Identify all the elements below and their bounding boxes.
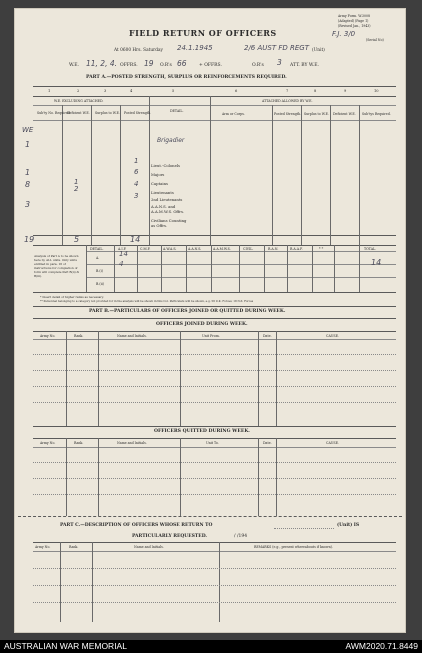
analysis-header-ran: R.A.N. bbox=[268, 247, 279, 251]
at-hours-label: At 0600 Hrs. Saturday bbox=[114, 48, 163, 53]
col-number-3: 3 bbox=[104, 89, 107, 93]
footnote-2: ** Personnel belonging to a category not provided for in the analysis will be shown in this Col. Particulars will be shown, e.g. 56 U.K. Forces; 18 N.Z. Forces bbox=[40, 299, 254, 303]
quitted-header-unit-to: Unit To. bbox=[206, 441, 219, 445]
footnote-1: * Insert detail of higher ranks as necessary. bbox=[40, 295, 104, 299]
handwritten-att: 3 bbox=[277, 58, 282, 67]
hand-col1-row4: 3 bbox=[25, 200, 31, 209]
col-number-4: 4 bbox=[130, 89, 133, 93]
header-posted-strength: Posted Strength. bbox=[124, 111, 152, 115]
form-title: FIELD RETURN OF OFFICERS bbox=[129, 28, 277, 38]
rank-civilians: Civilians Counting bbox=[151, 218, 187, 223]
rank-2nd-lieutenants: 2nd Lieutenants bbox=[151, 197, 183, 202]
handwritten-offrs: 19 bbox=[144, 59, 154, 68]
analysis-header-aamws: A.A.M.W.S. bbox=[213, 247, 231, 251]
rank-majors: Majors bbox=[151, 172, 165, 177]
joined-header-cause: CAUSE. bbox=[326, 334, 339, 338]
rank-captains: Captains bbox=[151, 181, 168, 186]
header-subty-required-r: Sub'tys Required. bbox=[362, 112, 391, 116]
analysis-header-cmf: C.M.F. bbox=[140, 247, 151, 251]
attached-header: ATTACHED ALLOWED BY W.E. bbox=[262, 99, 313, 103]
analysis-header-other: * * bbox=[319, 247, 324, 251]
handwritten-serial: F.J. 3/0 bbox=[332, 30, 356, 38]
total-col2: 5 bbox=[74, 235, 80, 244]
analysis-hand-total: 14 bbox=[371, 258, 382, 267]
header-deficient: Deficient W.E. bbox=[67, 111, 90, 115]
joined-header-army-no: Army No. bbox=[40, 334, 56, 338]
analysis-hand-aif-b: 4 bbox=[119, 260, 124, 268]
hand-col2-row2: 2 bbox=[74, 185, 79, 193]
footer-accession: AWM2020.71.8449 bbox=[345, 641, 418, 651]
total-col1: 19 bbox=[24, 235, 35, 244]
joined-header-date: Date. bbox=[263, 334, 272, 338]
quitted-title: OFFICERS QUITTED DURING WEEK. bbox=[154, 429, 250, 434]
rank-aans: A.A.N.S. and bbox=[151, 204, 176, 209]
part-c-header-rank: Rank. bbox=[69, 545, 79, 549]
part-c-header-name: Name and Initials. bbox=[134, 545, 164, 549]
form-number: Army Form. W.3008 bbox=[338, 14, 371, 18]
hand-col2-row1: 1 bbox=[74, 178, 79, 186]
part-b-title: PART B.—PARTICULARS OF OFFICERS JOINED OR QUITTED DURING WEEK. bbox=[89, 309, 286, 314]
rank-brigadier: Brigadier bbox=[157, 137, 185, 144]
part-c-header-army-no: Army No. bbox=[35, 545, 51, 549]
joined-header-rank: Rank. bbox=[74, 334, 84, 338]
part-c-requested: PARTICULARLY REQUESTED. bbox=[132, 534, 207, 539]
handwritten-ors: 66 bbox=[177, 59, 187, 68]
serial-label: (Serial No) bbox=[366, 38, 384, 42]
part-c-date-blank: / /194 bbox=[234, 534, 248, 539]
col-number-2: 2 bbox=[77, 89, 80, 93]
form-sheet bbox=[14, 8, 406, 633]
quitted-header-date: Date. bbox=[263, 441, 272, 445]
analysis-header-aif: A.I.F. bbox=[118, 247, 127, 251]
form-revised: (Revised Jan., 1943) bbox=[338, 24, 371, 28]
col-number-7: 7 bbox=[286, 89, 289, 93]
rank-civilians-2: as Offrs. bbox=[151, 223, 168, 228]
hand-col1-row1: 1 bbox=[25, 140, 31, 149]
form-adapted: (Adapted) (Page 1) bbox=[338, 19, 369, 23]
header-detail: DETAIL. bbox=[170, 109, 184, 113]
header-subty-required: Sub'ty No. Required. bbox=[37, 111, 71, 115]
analysis-row-a: A. bbox=[96, 256, 100, 260]
analysis-header-total: TOTAL. bbox=[364, 247, 377, 251]
hand-col4-row4: 3 bbox=[134, 192, 139, 200]
handwritten-we: 11, 2, 4. bbox=[86, 59, 118, 68]
unit-label: (Unit) bbox=[312, 48, 325, 53]
header-deficient-r: Deficient W.E. bbox=[333, 112, 356, 116]
joined-header-name: Name and Initials. bbox=[117, 334, 147, 338]
hand-col1-row2: 1 bbox=[25, 168, 31, 177]
col-number-9: 9 bbox=[344, 89, 347, 93]
part-c-header-remarks: REMARKS (e.g., present whereabouts if known). bbox=[254, 545, 333, 549]
analysis-instructions: Analysis of Part A to be shown here by ALL units. Only units entitled in para. 16 of instructions for completion of form will complete Part B(ii) & B(iii). bbox=[34, 254, 80, 278]
footer-institution: AUSTRALIAN WAR MEMORIAL bbox=[4, 641, 127, 651]
analysis-header-civil: CIVIL. bbox=[243, 247, 254, 251]
header-arm-corps: Arm or Corps. bbox=[222, 112, 245, 116]
header-surplus: Surplus to W.E. bbox=[95, 111, 120, 115]
analysis-header-awas: A.W.A.S. bbox=[163, 247, 177, 251]
analysis-row-bi: B.(i) bbox=[96, 269, 103, 273]
ors-label: O.R's bbox=[160, 63, 172, 68]
hand-col4-row2: 6 bbox=[134, 168, 139, 176]
hand-col1-row3: 8 bbox=[25, 180, 31, 189]
hand-col4-row1: 1 bbox=[134, 157, 139, 165]
total-col4: 14 bbox=[130, 235, 141, 244]
analysis-header-detail: DETAIL. bbox=[90, 247, 104, 251]
hand-col4-row3: 4 bbox=[134, 180, 139, 188]
analysis-row-bii: B.(ii) bbox=[96, 282, 104, 286]
archive-footer bbox=[0, 640, 422, 653]
handwritten-we-left: WE bbox=[22, 126, 34, 134]
handwritten-unit: 2/6 AUST FD REGT bbox=[244, 44, 309, 52]
col-number-10: 10 bbox=[374, 89, 379, 93]
quitted-header-cause: CAUSE. bbox=[326, 441, 339, 445]
header-posted-strength-r: Posted Strength. bbox=[274, 112, 302, 116]
analysis-header-raaf: R.A.A.F. bbox=[290, 247, 303, 251]
quitted-header-rank: Rank. bbox=[74, 441, 84, 445]
we-excl-header: W.E. EXCLUDING ATTACHED. bbox=[54, 99, 104, 103]
part-a-title: PART A.—POSTED STRENGTH, SURPLUS OR REINFORCEMENTS REQUIRED. bbox=[86, 75, 287, 80]
col-number-8: 8 bbox=[314, 89, 317, 93]
joined-header-unit-from: Unit From. bbox=[202, 334, 220, 338]
quitted-header-army-no: Army No. bbox=[40, 441, 56, 445]
part-c-title: PART C.—DESCRIPTION OF OFFICERS WHOSE RETURN TO bbox=[60, 523, 213, 528]
att-label: ATT. BY W.E. bbox=[290, 63, 319, 68]
handwritten-date: 24.1.1945 bbox=[177, 44, 213, 52]
rank-aamws: A.A.M.W.S. Offrs. bbox=[151, 209, 185, 214]
col-number-5: 5 bbox=[172, 89, 175, 93]
plus-offrs-label: + OFFRS. bbox=[199, 63, 222, 68]
ors-label-2: O.R's bbox=[252, 63, 264, 68]
rank-lieutenants: Lieutenants bbox=[151, 190, 174, 195]
header-surplus-r: Surplus to W.E. bbox=[304, 112, 329, 116]
quitted-header-name: Name and Initials. bbox=[117, 441, 147, 445]
we-label: W.E. bbox=[69, 63, 79, 68]
joined-title: OFFICERS JOINED DURING WEEK. bbox=[156, 322, 248, 327]
col-number-6: 6 bbox=[235, 89, 238, 93]
rank-lt-colonels: Lieut.-Colonels bbox=[151, 163, 180, 168]
analysis-header-aans: A.A.N.S. bbox=[188, 247, 202, 251]
col-number-1: 1 bbox=[48, 89, 51, 93]
offrs-label: OFFRS. bbox=[120, 63, 138, 68]
analysis-hand-aif-a: 14 bbox=[119, 250, 128, 258]
part-c-unit-is: (Unit) IS bbox=[337, 523, 360, 528]
